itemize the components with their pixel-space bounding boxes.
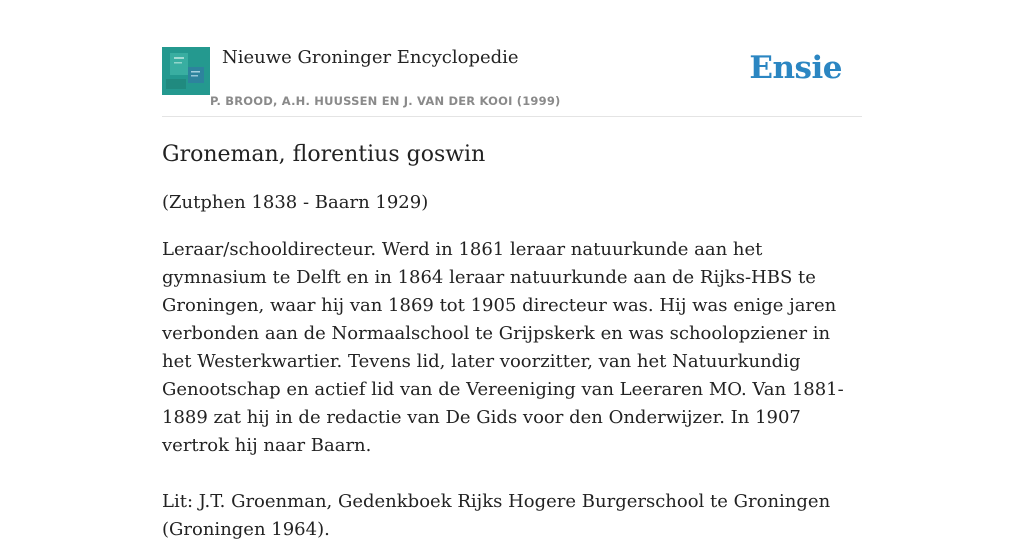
entry-body: Leraar/schooldirecteur. Werd in 1861 leraar natuurkunde aan het gymnasium te Delft en in 1864 leraar natuurkunde aan de Rijks-HBS te Groningen, waar hij van 1869 tot 1905 directeur was. Hij was enige jaren verbonden aan de Normaalschool te Grijpskerk en was schoolopziener in het Westerkwartier. Tevens lid, later voorzitter, van het Natuurkundig Genootschap en actief lid van de Vereeniging van Leeraren MO. Van 1881-1889 zat hij in de redactie van De Gids voor den Onderwijzer. In 1907 vertrok hij naar Baarn. <box>162 239 844 456</box>
encyclopedia-title[interactable]: Nieuwe Groninger Encyclopedie <box>222 47 519 68</box>
header <box>162 46 862 117</box>
encyclopedia-cover-icon[interactable] <box>162 47 210 95</box>
entry-dates: (Zutphen 1838 - Baarn 1929) <box>162 192 429 213</box>
authors-credit: P. BROOD, A.H. HUUSSEN EN J. VAN DER KOOI (1999) <box>210 94 561 108</box>
entry-content <box>162 136 862 544</box>
entry-title: Groneman, florentius goswin <box>162 142 486 167</box>
entry-literature: Lit: J.T. Groenman, Gedenkboek Rijks Hogere Burgerschool te Groningen (Groningen 1964). <box>162 491 831 540</box>
ensie-logo[interactable]: Ensie <box>749 50 842 86</box>
